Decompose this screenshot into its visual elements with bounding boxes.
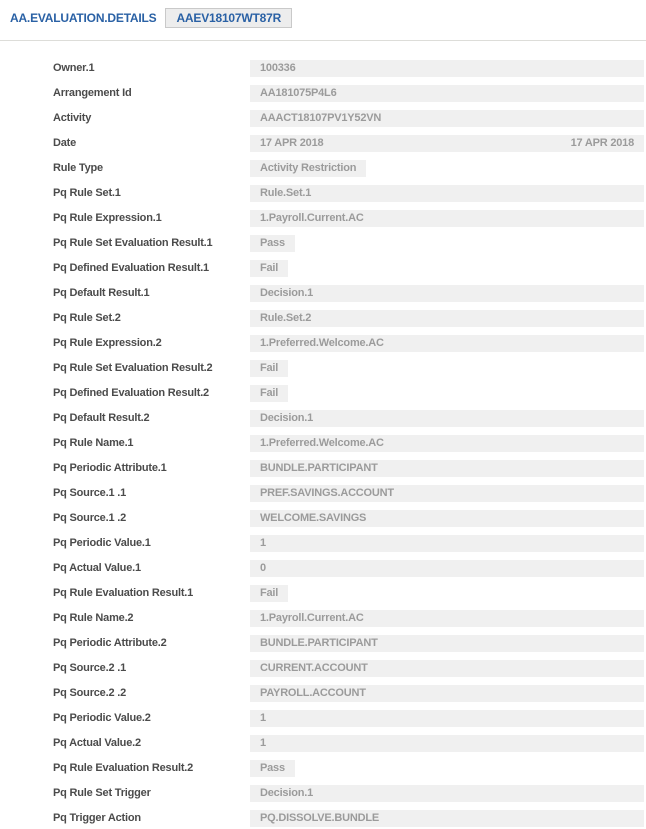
field-row (0, 185, 646, 202)
field-value: CURRENT.ACCOUNT (260, 662, 368, 674)
field-label: Pq Defined Evaluation Result.1 (53, 262, 209, 274)
field-value-area (250, 560, 644, 577)
page-title: AA.EVALUATION.DETAILS (10, 11, 157, 25)
field-value-area (250, 160, 644, 177)
field-row (0, 410, 646, 427)
field-value-box (250, 560, 644, 577)
field-label: Pq Rule Set.1 (53, 187, 121, 199)
field-label: Pq Default Result.1 (53, 287, 150, 299)
field-label: Pq Periodic Value.1 (53, 537, 151, 549)
field-value-box (250, 785, 644, 802)
field-value-area (250, 385, 644, 402)
field-label: Pq Rule Set Evaluation Result.1 (53, 237, 213, 249)
field-value-area (250, 485, 644, 502)
field-row (0, 335, 646, 352)
field-label: Pq Rule Name.2 (53, 612, 134, 624)
field-label: Pq Trigger Action (53, 812, 141, 824)
field-label: Pq Rule Set Trigger (53, 787, 151, 799)
field-label: Pq Default Result.2 (53, 412, 150, 424)
field-label: Date (53, 137, 77, 149)
field-row (0, 60, 646, 77)
field-row (0, 760, 646, 777)
field-value: 0 (260, 562, 266, 574)
field-label: Pq Source.1 .2 (53, 512, 127, 524)
field-label: Pq Periodic Value.2 (53, 712, 151, 724)
page-header (0, 0, 646, 41)
field-row (0, 235, 646, 252)
field-value-area (250, 185, 644, 202)
field-value: 1.Preferred.Welcome.AC (260, 437, 384, 449)
field-value: 100336 (260, 62, 296, 74)
field-value-area (250, 60, 644, 77)
field-row (0, 635, 646, 652)
field-row (0, 160, 646, 177)
field-value-area (250, 335, 644, 352)
field-row (0, 785, 646, 802)
field-value-box (250, 610, 644, 627)
field-value: WELCOME.SAVINGS (260, 512, 367, 524)
field-label: Pq Rule Expression.2 (53, 337, 162, 349)
field-value: Fail (260, 362, 279, 374)
field-value: BUNDLE.PARTICIPANT (260, 462, 378, 474)
field-value-area (250, 635, 644, 652)
field-value-box (250, 510, 644, 527)
field-value-area (250, 285, 644, 302)
field-label: Owner.1 (53, 62, 95, 74)
field-label: Pq Rule Name.1 (53, 437, 134, 449)
field-row (0, 210, 646, 227)
field-value-box (250, 360, 288, 377)
field-value-area (250, 435, 644, 452)
field-value: Decision.1 (260, 287, 314, 299)
field-label: Pq Source.1 .1 (53, 487, 127, 499)
field-value: PQ.DISSOLVE.BUNDLE (260, 812, 380, 824)
field-value: 1.Payroll.Current.AC (260, 212, 364, 224)
field-label: Pq Rule Set.2 (53, 312, 121, 324)
field-value: BUNDLE.PARTICIPANT (260, 637, 378, 649)
field-label: Pq Actual Value.1 (53, 562, 141, 574)
field-value: Fail (260, 387, 279, 399)
field-value-area (250, 85, 644, 102)
field-label: Arrangement Id (53, 87, 132, 99)
field-value: Pass (260, 762, 285, 774)
field-label: Pq Rule Expression.1 (53, 212, 162, 224)
field-value: 17 APR 2018 (260, 137, 324, 149)
field-row (0, 110, 646, 127)
field-value-box (250, 135, 644, 152)
field-value: Fail (260, 587, 279, 599)
field-value-area (250, 360, 644, 377)
field-value: AAACT18107PV1Y52VN (260, 112, 382, 124)
field-value: Decision.1 (260, 787, 314, 799)
field-value: Rule.Set.2 (260, 312, 312, 324)
field-label: Pq Rule Set Evaluation Result.2 (53, 362, 213, 374)
field-value-area (250, 610, 644, 627)
field-value-area (250, 660, 644, 677)
field-row (0, 535, 646, 552)
field-row (0, 85, 646, 102)
field-row (0, 360, 646, 377)
field-value: PREF.SAVINGS.ACCOUNT (260, 487, 394, 499)
field-value: Activity Restriction (260, 162, 357, 174)
field-value-box (250, 410, 644, 427)
field-row (0, 285, 646, 302)
field-value: 1.Preferred.Welcome.AC (260, 337, 384, 349)
field-value: 1.Payroll.Current.AC (260, 612, 364, 624)
field-value-box (250, 60, 644, 77)
field-value-area (250, 510, 644, 527)
field-value-box (250, 210, 644, 227)
field-value-box (250, 460, 644, 477)
field-value-area (250, 710, 644, 727)
field-value-box (250, 760, 295, 777)
field-label: Pq Rule Evaluation Result.1 (53, 587, 194, 599)
field-row (0, 710, 646, 727)
field-value-box (250, 310, 644, 327)
field-value: Pass (260, 237, 285, 249)
field-value-box (250, 735, 644, 752)
field-value-area (250, 585, 644, 602)
field-value-box (250, 235, 295, 252)
fields-list (0, 60, 646, 827)
record-id-badge: AAEV18107WT87R (165, 8, 292, 28)
field-value-area (250, 210, 644, 227)
field-row (0, 485, 646, 502)
field-value-area (250, 410, 644, 427)
field-value-area (250, 535, 644, 552)
field-value-box (250, 810, 644, 827)
field-value-area (250, 235, 644, 252)
field-value-box (250, 660, 644, 677)
field-value-area (250, 310, 644, 327)
field-label: Pq Source.2 .1 (53, 662, 127, 674)
field-value-box (250, 485, 644, 502)
field-value-box (250, 535, 644, 552)
field-value-box (250, 260, 288, 277)
field-row (0, 610, 646, 627)
field-value: Fail (260, 262, 279, 274)
field-value-area (250, 110, 644, 127)
field-row (0, 460, 646, 477)
field-value-area (250, 135, 644, 152)
field-value-box (250, 585, 288, 602)
field-row (0, 735, 646, 752)
field-value-area (250, 460, 644, 477)
field-label: Pq Periodic Attribute.2 (53, 637, 167, 649)
field-value-area (250, 810, 644, 827)
field-value-box (250, 635, 644, 652)
field-value-area (250, 785, 644, 802)
field-label: Pq Actual Value.2 (53, 737, 141, 749)
field-label: Activity (53, 112, 92, 124)
field-value-box (250, 435, 644, 452)
field-row (0, 560, 646, 577)
field-value-box (250, 335, 644, 352)
field-label: Pq Defined Evaluation Result.2 (53, 387, 209, 399)
field-row (0, 510, 646, 527)
field-value-box (250, 285, 644, 302)
field-row (0, 385, 646, 402)
field-row (0, 310, 646, 327)
field-row (0, 585, 646, 602)
field-value-right: 17 APR 2018 (570, 137, 634, 149)
field-value-area (250, 685, 644, 702)
field-value: Rule.Set.1 (260, 187, 312, 199)
field-value-box (250, 710, 644, 727)
field-value-box (250, 185, 644, 202)
field-value: AA181075P4L6 (260, 87, 337, 99)
field-value-box (250, 385, 288, 402)
field-label: Pq Source.2 .2 (53, 687, 127, 699)
field-value-box (250, 85, 644, 102)
field-row (0, 260, 646, 277)
field-value: PAYROLL.ACCOUNT (260, 687, 366, 699)
field-row (0, 135, 646, 152)
field-label: Rule Type (53, 162, 103, 174)
field-value-area (250, 260, 644, 277)
field-row (0, 435, 646, 452)
field-value-box (250, 110, 644, 127)
field-value-area (250, 760, 644, 777)
field-row (0, 660, 646, 677)
field-row (0, 685, 646, 702)
field-row (0, 810, 646, 827)
field-value: 1 (260, 712, 266, 724)
field-value: 1 (260, 737, 266, 749)
field-value-box (250, 160, 366, 177)
field-value: Decision.1 (260, 412, 314, 424)
field-value-box (250, 685, 644, 702)
field-value-area (250, 735, 644, 752)
field-label: Pq Rule Evaluation Result.2 (53, 762, 194, 774)
field-label: Pq Periodic Attribute.1 (53, 462, 167, 474)
field-value: 1 (260, 537, 266, 549)
